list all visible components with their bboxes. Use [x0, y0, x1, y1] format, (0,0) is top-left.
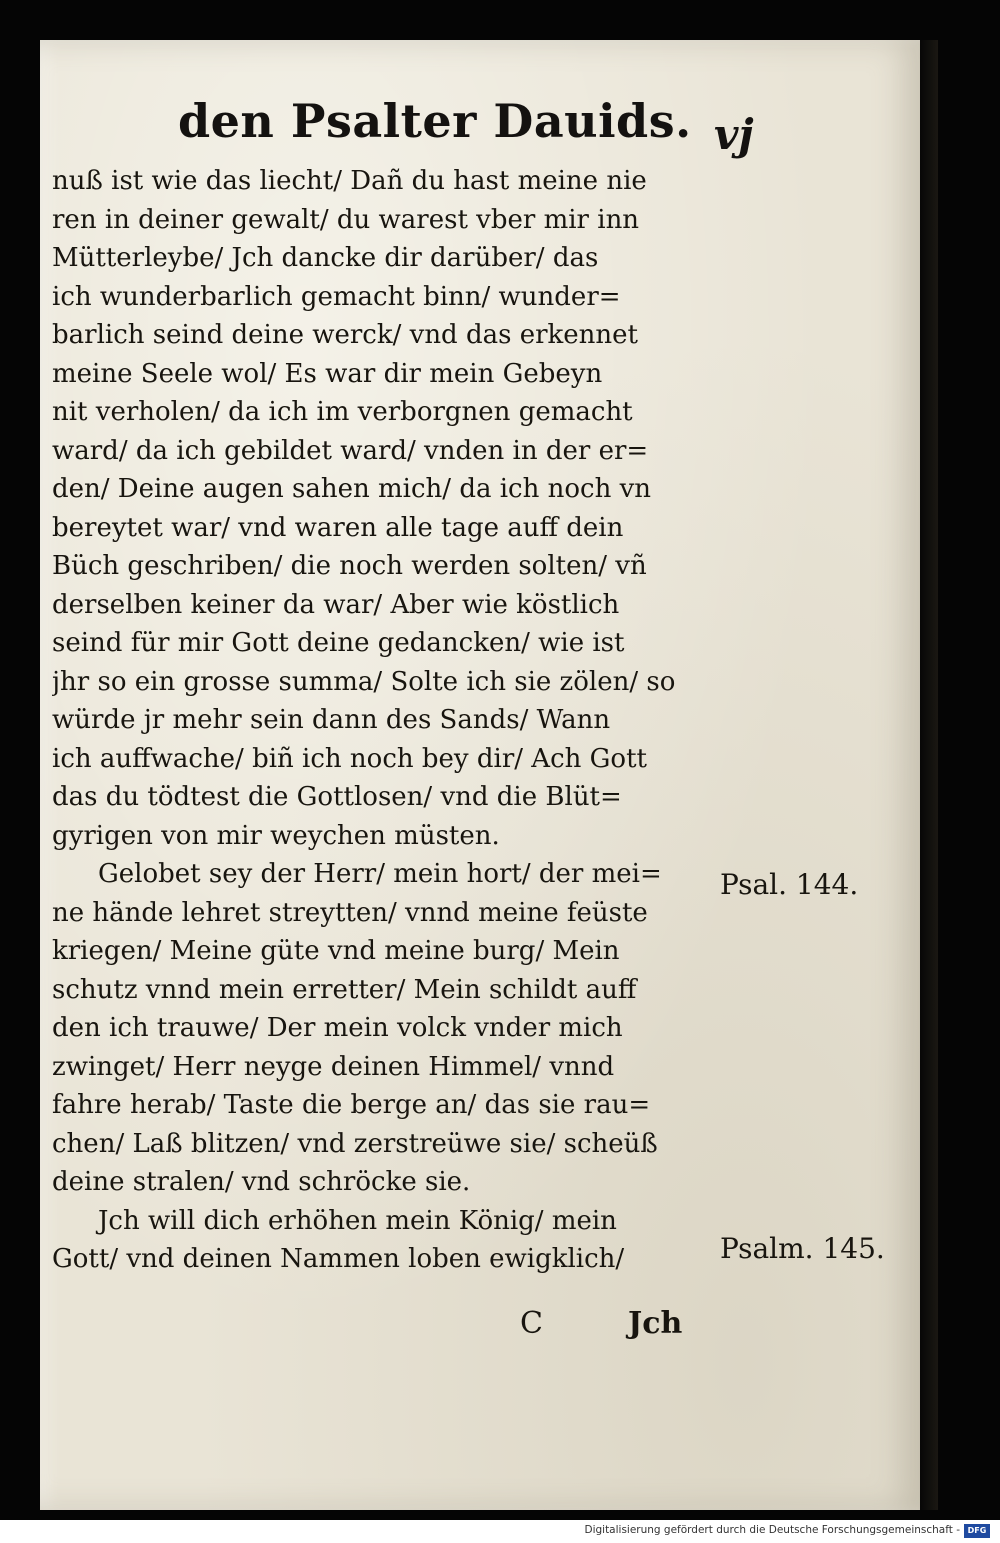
text-line: ne hände lehret streytten/ vnnd meine feüste	[52, 897, 648, 928]
footer-bar	[0, 1520, 1000, 1543]
text-line: bereytet war/ vnd waren alle tage auff dein	[52, 512, 624, 543]
page-gutter-shadow	[918, 40, 938, 1510]
text-line: Büch geschriben/ die noch werden solten/ vñ	[52, 551, 647, 581]
text-line: würde jr mehr sein dann des Sands/ Wann	[52, 705, 611, 735]
text-line: fahre herab/ Taste die berge an/ das sie rau=	[52, 1090, 651, 1120]
text-line: kriegen/ Meine güte vnd meine burg/ Mein	[52, 936, 620, 966]
text-line: derselben keiner da war/ Aber wie köstlich	[52, 589, 620, 620]
text-line: den/ Deine augen sahen mich/ da ich noch vn	[52, 474, 652, 504]
text-line: meine Seele wol/ Es war dir mein Gebeyn	[52, 358, 603, 389]
text-line: Mütterleybe/ Jch dancke dir darüber/ das	[52, 243, 599, 273]
text-line: gyrigen von mir weychen müsten.	[52, 820, 500, 851]
text-line: das du tödtest die Gottlosen/ vnd die Blüt=	[52, 782, 622, 812]
text-block	[52, 162, 712, 1279]
text-line: zwinget/ Herr neyge deinen Himmel/ vnnd	[52, 1051, 615, 1082]
text-line: jhr so ein grosse summa/ Solte ich sie zölen/ so	[52, 666, 676, 697]
text-line: nit verholen/ da ich im verborgnen gemacht	[52, 397, 633, 427]
text-line: schutz vnnd mein erretter/ Mein schildt auff	[52, 974, 637, 1005]
text-line: ward/ da ich gebildet ward/ vnden in der er=	[52, 435, 649, 466]
funding-credit: Digitalisierung gefördert durch die Deutsche Forschungsgemeinschaft -	[584, 1524, 960, 1536]
text-line: den ich trauwe/ Der mein volck vnder mich	[52, 1013, 623, 1043]
signature-mark: C	[520, 1306, 543, 1341]
text-line: chen/ Laß blitzen/ vnd zerstreüwe sie/ scheüß	[52, 1128, 658, 1159]
catchword: Jch	[628, 1306, 683, 1341]
text-line: barlich seind deine werck/ vnd das erkennet	[52, 320, 639, 350]
text-line: ren in deiner gewalt/ du warest vber mir inn	[52, 204, 640, 235]
text-line: nuß ist wie das liecht/ Dañ du hast meine nie	[52, 166, 647, 196]
dfg-logo: DFG	[964, 1524, 990, 1538]
text-line: ich wunderbarlich gemacht binn/ wunder=	[52, 281, 621, 312]
marginal-note-psalm-144: Psal. 144.	[720, 868, 859, 901]
text-line-paragraph-start: Gelobet sey der Herr/ mein hort/ der mei=	[98, 859, 662, 889]
text-line: deine stralen/ vnd schröcke sie.	[52, 1167, 471, 1197]
text-line-paragraph-start: Jch will dich erhöhen mein König/ mein	[98, 1205, 617, 1236]
text-line: ich auffwache/ biñ ich noch bey dir/ Ach Gott	[52, 743, 647, 774]
text-line: Gott/ vnd deinen Nammen loben ewigklich/	[52, 1244, 625, 1274]
text-line: seind für mir Gott deine gedancken/ wie ist	[52, 628, 625, 658]
running-title: den Psalter Dauids.	[178, 94, 692, 148]
marginal-note-psalm-145: Psalm. 145.	[720, 1232, 885, 1265]
folio-number: vj	[714, 110, 754, 159]
